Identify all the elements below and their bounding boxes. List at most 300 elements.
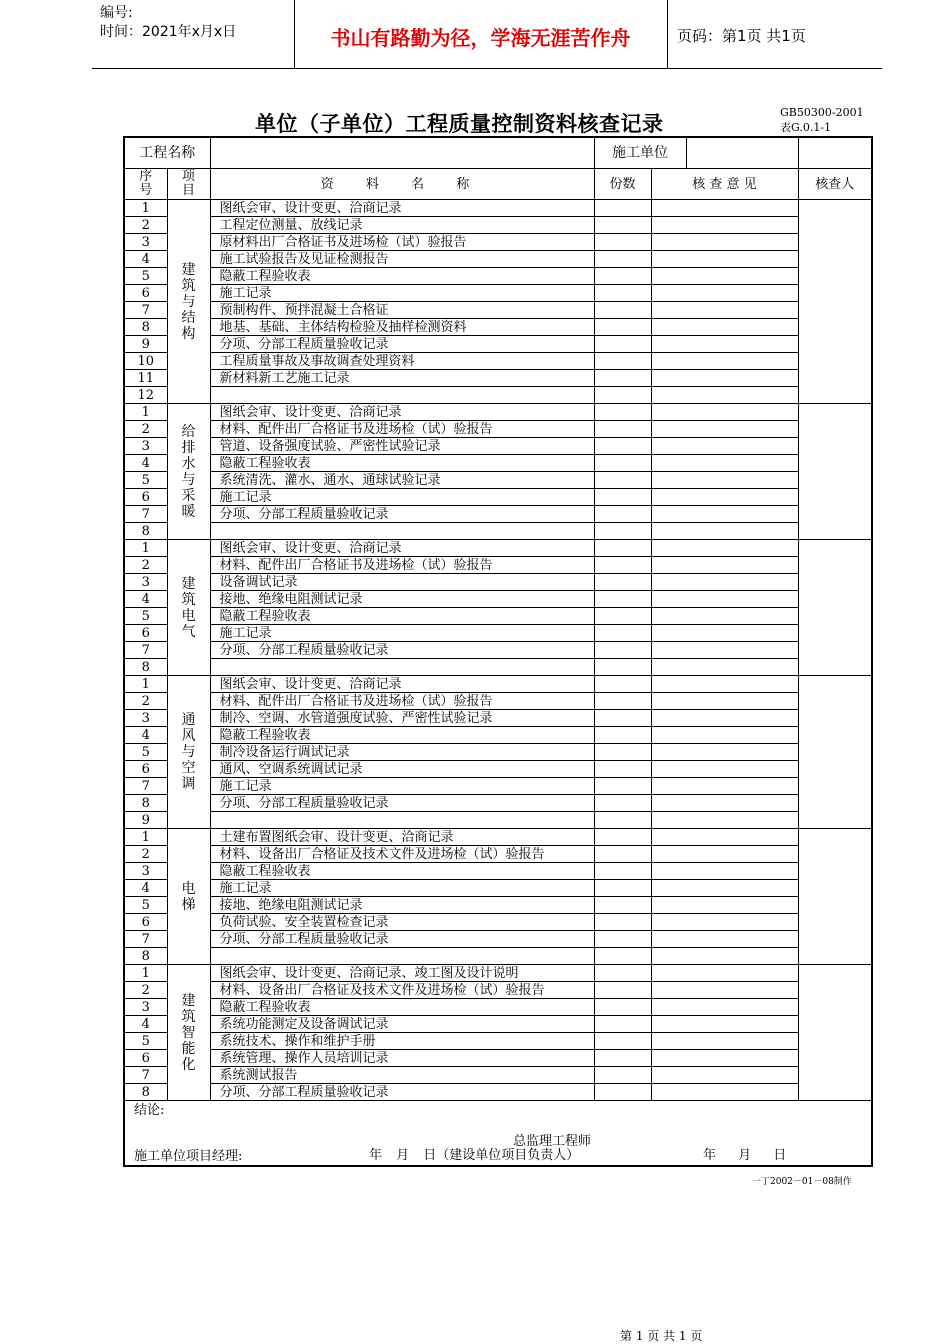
table-row: [124, 744, 872, 761]
opinion-cell[interactable]: [651, 285, 798, 302]
table-row: [124, 455, 872, 472]
material-name: 系统测试报告: [210, 1067, 594, 1084]
opinion-cell[interactable]: [651, 829, 798, 846]
table-row: [124, 438, 872, 455]
copies-cell[interactable]: [594, 455, 651, 472]
opinion-cell[interactable]: [651, 319, 798, 336]
row-number: 7: [124, 506, 167, 523]
page-header: [92, 0, 882, 69]
material-name: 分项、分部工程质量验收记录: [210, 336, 594, 353]
copies-cell[interactable]: [594, 506, 651, 523]
row-number: 8: [124, 523, 167, 540]
material-name: [210, 659, 594, 676]
row-number: 2: [124, 217, 167, 234]
checker-cell[interactable]: [798, 676, 872, 829]
material-name: [210, 948, 594, 965]
row-number: 10: [124, 353, 167, 370]
copies-cell[interactable]: [594, 200, 651, 217]
row-number: 6: [124, 761, 167, 778]
opinion-cell[interactable]: [651, 625, 798, 642]
material-name: 材料、设备出厂合格证及技术文件及进场检（试）验报告: [210, 982, 594, 999]
opinion-cell[interactable]: [651, 608, 798, 625]
copies-cell[interactable]: [594, 387, 651, 404]
row-number: 5: [124, 1033, 167, 1050]
copies-cell[interactable]: [594, 1033, 651, 1050]
material-name: 管道、设备强度试验、严密性试验记录: [210, 438, 594, 455]
table-row: [124, 251, 872, 268]
opinion-cell[interactable]: [651, 965, 798, 982]
copies-cell[interactable]: [594, 319, 651, 336]
copies-cell[interactable]: [594, 642, 651, 659]
opinion-cell[interactable]: [651, 370, 798, 387]
table-row: [124, 659, 872, 676]
material-name: 工程定位测量、放线记录: [210, 217, 594, 234]
category-text: 建筑智能化: [181, 992, 196, 1073]
material-name: 施工记录: [210, 285, 594, 302]
table-row: [124, 608, 872, 625]
row-number: 3: [124, 438, 167, 455]
row-number: 4: [124, 880, 167, 897]
material-name: 图纸会审、设计变更、洽商记录: [210, 676, 594, 693]
material-name: 工程质量事故及事故调查处理资料: [210, 353, 594, 370]
opinion-cell[interactable]: [651, 268, 798, 285]
material-name: 施工记录: [210, 489, 594, 506]
material-name: 图纸会审、设计变更、洽商记录: [210, 200, 594, 217]
copies-cell[interactable]: [594, 982, 651, 999]
construction-unit-cell: [594, 137, 798, 169]
copies-cell[interactable]: [594, 863, 651, 880]
opinion-cell[interactable]: [651, 1033, 798, 1050]
category-label: [167, 540, 210, 676]
row-number: 12: [124, 387, 167, 404]
material-name: 施工记录: [210, 880, 594, 897]
category-label: [167, 965, 210, 1101]
table-row: [124, 625, 872, 642]
copies-cell[interactable]: [594, 880, 651, 897]
opinion-cell[interactable]: [651, 251, 798, 268]
copies-cell[interactable]: [594, 591, 651, 608]
row-number: 1: [124, 200, 167, 217]
conclusion-label: 结论:: [134, 1103, 165, 1118]
row-number: 4: [124, 251, 167, 268]
material-name: 系统技术、操作和维护手册: [210, 1033, 594, 1050]
copies-cell[interactable]: [594, 846, 651, 863]
table-row: [124, 302, 872, 319]
category-label: [167, 200, 210, 404]
number-label: 编号:: [100, 5, 133, 21]
row-number: 1: [124, 540, 167, 557]
document-title: 单位（子单位）工程质量控制资料核查记录: [255, 112, 664, 136]
construction-unit-value[interactable]: [798, 137, 872, 169]
row-number: 11: [124, 370, 167, 387]
material-name: 设备调试记录: [210, 574, 594, 591]
col-seq-header: 序号: [124, 169, 167, 200]
standard-code: [780, 105, 864, 135]
copies-cell[interactable]: [594, 302, 651, 319]
copies-cell[interactable]: [594, 489, 651, 506]
date-owner: 年 月 日（建设单位项目负责人）: [369, 1148, 580, 1163]
table-row: [124, 421, 872, 438]
table-row: [124, 727, 872, 744]
row-number: 4: [124, 1016, 167, 1033]
copies-cell[interactable]: [594, 574, 651, 591]
col-copies-header: 份数: [594, 169, 651, 200]
material-name: 通风、空调系统调试记录: [210, 761, 594, 778]
row-number: 1: [124, 676, 167, 693]
table-row: [124, 693, 872, 710]
column-header-row: [124, 169, 872, 200]
category-text: 建筑与结构: [181, 261, 196, 342]
material-name: 隐蔽工程验收表: [210, 727, 594, 744]
copies-cell[interactable]: [594, 268, 651, 285]
checker-cell[interactable]: [798, 540, 872, 676]
col-checker-header: 核查人: [798, 169, 872, 200]
table-row: [124, 557, 872, 574]
copies-cell[interactable]: [594, 557, 651, 574]
category-label: [167, 829, 210, 965]
table-row: [124, 506, 872, 523]
opinion-cell[interactable]: [651, 302, 798, 319]
table-row: [124, 285, 872, 302]
opinion-cell[interactable]: [651, 472, 798, 489]
table-row: [124, 897, 872, 914]
copies-cell[interactable]: [594, 897, 651, 914]
copies-cell[interactable]: [594, 795, 651, 812]
opinion-cell[interactable]: [651, 1084, 798, 1101]
row-number: 4: [124, 591, 167, 608]
opinion-cell[interactable]: [651, 812, 798, 829]
table-row: [124, 268, 872, 285]
table-row: [124, 523, 872, 540]
table-row: [124, 353, 872, 370]
copies-cell[interactable]: [594, 761, 651, 778]
material-name: 接地、绝缘电阻测试记录: [210, 897, 594, 914]
header-left: [100, 4, 236, 42]
row-number: 6: [124, 914, 167, 931]
copies-cell[interactable]: [594, 1016, 651, 1033]
material-name: 图纸会审、设计变更、洽商记录: [210, 540, 594, 557]
opinion-cell[interactable]: [651, 744, 798, 761]
page-footer: 第 1 页 共 1 页: [620, 1329, 703, 1343]
copies-cell[interactable]: [594, 829, 651, 846]
table-row: [124, 591, 872, 608]
row-number: 5: [124, 472, 167, 489]
opinion-cell[interactable]: [651, 1050, 798, 1067]
table-row: [124, 319, 872, 336]
manager-label: 施工单位项目经理:: [134, 1149, 243, 1164]
row-number: 1: [124, 829, 167, 846]
row-number: 2: [124, 421, 167, 438]
table-row: [124, 642, 872, 659]
category-text: 电梯: [181, 880, 196, 913]
material-name: [210, 812, 594, 829]
opinion-cell[interactable]: [651, 387, 798, 404]
row-number: 7: [124, 1067, 167, 1084]
opinion-cell[interactable]: [651, 931, 798, 948]
material-name: 分项、分部工程质量验收记录: [210, 1084, 594, 1101]
row-number: 6: [124, 625, 167, 642]
table-row: [124, 489, 872, 506]
table-row: [124, 1016, 872, 1033]
supervisor-label: 总监理工程师: [513, 1134, 592, 1149]
copies-cell[interactable]: [594, 778, 651, 795]
opinion-cell[interactable]: [651, 455, 798, 472]
conclusion-row: [124, 1101, 872, 1167]
material-name: [210, 523, 594, 540]
opinion-cell[interactable]: [651, 557, 798, 574]
table-row: [124, 200, 872, 217]
row-number: 1: [124, 404, 167, 421]
row-number: 7: [124, 302, 167, 319]
table-row: [124, 778, 872, 795]
opinion-cell[interactable]: [651, 421, 798, 438]
footnote: 一丁2002－01－08制作: [752, 1177, 852, 1187]
copies-cell[interactable]: [594, 812, 651, 829]
row-number: 7: [124, 642, 167, 659]
opinion-cell[interactable]: [651, 863, 798, 880]
row-number: 8: [124, 948, 167, 965]
table-row: [124, 931, 872, 948]
table-row: [124, 1067, 872, 1084]
material-name: 隐蔽工程验收表: [210, 999, 594, 1016]
row-number: 3: [124, 999, 167, 1016]
material-name: 系统功能测定及设备调试记录: [210, 1016, 594, 1033]
opinion-cell[interactable]: [651, 659, 798, 676]
table-row: [124, 387, 872, 404]
material-name: 材料、配件出厂合格证书及进场检（试）验报告: [210, 693, 594, 710]
table-row: [124, 880, 872, 897]
opinion-cell[interactable]: [651, 336, 798, 353]
opinion-cell[interactable]: [651, 761, 798, 778]
table-row: [124, 965, 872, 982]
row-number: 8: [124, 795, 167, 812]
material-name: 制冷、空调、水管道强度试验、严密性试验记录: [210, 710, 594, 727]
material-name: 分项、分部工程质量验收记录: [210, 795, 594, 812]
copies-cell[interactable]: [594, 234, 651, 251]
opinion-cell[interactable]: [651, 795, 798, 812]
material-name: 制冷设备运行调试记录: [210, 744, 594, 761]
opinion-cell[interactable]: [651, 727, 798, 744]
standard-number: GB50300-2001: [780, 106, 864, 119]
opinion-cell[interactable]: [651, 200, 798, 217]
col-item-header: 项目: [167, 169, 210, 200]
table-row: [124, 336, 872, 353]
row-number: 2: [124, 557, 167, 574]
table-row: [124, 217, 872, 234]
row-number: 8: [124, 659, 167, 676]
copies-cell[interactable]: [594, 914, 651, 931]
checker-cell[interactable]: [798, 965, 872, 1101]
opinion-cell[interactable]: [651, 676, 798, 693]
row-number: 9: [124, 812, 167, 829]
material-name: 接地、绝缘电阻测试记录: [210, 591, 594, 608]
material-name: 分项、分部工程质量验收记录: [210, 931, 594, 948]
copies-cell[interactable]: [594, 472, 651, 489]
row-number: 8: [124, 1084, 167, 1101]
copies-cell[interactable]: [594, 727, 651, 744]
opinion-cell[interactable]: [651, 642, 798, 659]
material-name: 施工试验报告及见证检测报告: [210, 251, 594, 268]
col-opinion-header: 核 查 意 见: [651, 169, 798, 200]
opinion-cell[interactable]: [651, 217, 798, 234]
table-row: [124, 999, 872, 1016]
time-label: 时间：2021年x月x日: [100, 24, 237, 40]
row-number: 5: [124, 744, 167, 761]
opinion-cell[interactable]: [651, 880, 798, 897]
copies-cell[interactable]: [594, 370, 651, 387]
category-text: 建筑电气: [181, 575, 196, 640]
opinion-cell[interactable]: [651, 948, 798, 965]
opinion-cell[interactable]: [651, 540, 798, 557]
table-row: [124, 829, 872, 846]
row-number: 3: [124, 710, 167, 727]
table-row: [124, 863, 872, 880]
copies-cell[interactable]: [594, 625, 651, 642]
construction-unit-label: 施工单位: [595, 138, 687, 168]
material-name: 隐蔽工程验收表: [210, 455, 594, 472]
row-number: 5: [124, 268, 167, 285]
table-row: [124, 574, 872, 591]
row-number: 3: [124, 574, 167, 591]
row-number: 6: [124, 489, 167, 506]
opinion-cell[interactable]: [651, 404, 798, 421]
row-number: 6: [124, 285, 167, 302]
category-text: 给排水与采暖: [181, 423, 196, 520]
copies-cell[interactable]: [594, 948, 651, 965]
opinion-cell[interactable]: [651, 506, 798, 523]
material-name: 土建布置图纸会审、设计变更、洽商记录: [210, 829, 594, 846]
opinion-cell[interactable]: [651, 914, 798, 931]
material-name: 材料、设备出厂合格证及技术文件及进场检（试）验报告: [210, 846, 594, 863]
table-row: [124, 676, 872, 693]
project-name-value[interactable]: [210, 137, 594, 169]
copies-cell[interactable]: [594, 710, 651, 727]
copies-cell[interactable]: [594, 353, 651, 370]
row-number: 3: [124, 863, 167, 880]
checker-cell[interactable]: [798, 829, 872, 965]
table-row: [124, 710, 872, 727]
material-name: 分项、分部工程质量验收记录: [210, 506, 594, 523]
row-number: 9: [124, 336, 167, 353]
copies-cell[interactable]: [594, 336, 651, 353]
row-number: 2: [124, 693, 167, 710]
opinion-cell[interactable]: [651, 1067, 798, 1084]
table-row: [124, 982, 872, 999]
opinion-cell[interactable]: [651, 234, 798, 251]
copies-cell[interactable]: [594, 931, 651, 948]
copies-cell[interactable]: [594, 999, 651, 1016]
copies-cell[interactable]: [594, 608, 651, 625]
table-row: [124, 234, 872, 251]
opinion-cell[interactable]: [651, 591, 798, 608]
opinion-cell[interactable]: [651, 778, 798, 795]
project-row: [124, 137, 872, 169]
material-name: 隐蔽工程验收表: [210, 863, 594, 880]
copies-cell[interactable]: [594, 523, 651, 540]
copies-cell[interactable]: [594, 421, 651, 438]
copies-cell[interactable]: [594, 285, 651, 302]
copies-cell[interactable]: [594, 1067, 651, 1084]
table-row: [124, 812, 872, 829]
opinion-cell[interactable]: [651, 982, 798, 999]
material-name: [210, 387, 594, 404]
project-name-label: 工程名称: [124, 137, 210, 169]
opinion-cell[interactable]: [651, 1016, 798, 1033]
copies-cell[interactable]: [594, 1050, 651, 1067]
table-row: [124, 1050, 872, 1067]
category-text: 通风与空调: [181, 712, 196, 792]
table-row: [124, 370, 872, 387]
header-page-info: 页码：第1页 共1页: [677, 27, 806, 45]
opinion-cell[interactable]: [651, 897, 798, 914]
opinion-cell[interactable]: [651, 574, 798, 591]
row-number: 4: [124, 455, 167, 472]
material-name: 分项、分部工程质量验收记录: [210, 642, 594, 659]
copies-cell[interactable]: [594, 251, 651, 268]
material-name: 材料、配件出厂合格证书及进场检（试）验报告: [210, 421, 594, 438]
material-name: 负荷试验、安全装置检查记录: [210, 914, 594, 931]
header-divider: [667, 0, 668, 68]
checker-cell[interactable]: [798, 404, 872, 540]
table-row: [124, 846, 872, 863]
conclusion-cell: [124, 1101, 872, 1167]
row-number: 4: [124, 727, 167, 744]
row-number: 3: [124, 234, 167, 251]
material-name: 图纸会审、设计变更、洽商记录: [210, 404, 594, 421]
material-name: 系统清洗、灌水、通水、通球试验记录: [210, 472, 594, 489]
copies-cell[interactable]: [594, 965, 651, 982]
header-motto: 书山有路勤为径，学海无涯苦作舟: [330, 26, 631, 50]
opinion-cell[interactable]: [651, 523, 798, 540]
copies-cell[interactable]: [594, 217, 651, 234]
copies-cell[interactable]: [594, 1084, 651, 1101]
row-number: 7: [124, 778, 167, 795]
table-row: [124, 914, 872, 931]
copies-cell[interactable]: [594, 659, 651, 676]
copies-cell[interactable]: [594, 693, 651, 710]
copies-cell[interactable]: [594, 744, 651, 761]
copies-cell[interactable]: [594, 676, 651, 693]
date-supervisor: 年 月 日: [703, 1148, 787, 1163]
opinion-cell[interactable]: [651, 846, 798, 863]
opinion-cell[interactable]: [651, 693, 798, 710]
table-row: [124, 404, 872, 421]
quality-control-table: [123, 136, 873, 1167]
row-number: 8: [124, 319, 167, 336]
row-number: 1: [124, 965, 167, 982]
table-row: [124, 795, 872, 812]
opinion-cell[interactable]: [651, 489, 798, 506]
copies-cell[interactable]: [594, 438, 651, 455]
copies-cell[interactable]: [594, 404, 651, 421]
form-number: 表G.0.1-1: [780, 121, 832, 134]
opinion-cell[interactable]: [651, 999, 798, 1016]
row-number: 5: [124, 608, 167, 625]
row-number: 7: [124, 931, 167, 948]
material-name: 原材料出厂合格证书及进场检（试）验报告: [210, 234, 594, 251]
material-name: 新材料新工艺施工记录: [210, 370, 594, 387]
opinion-cell[interactable]: [651, 353, 798, 370]
copies-cell[interactable]: [594, 540, 651, 557]
col-material-header: 资 料 名 称: [210, 169, 594, 200]
material-name: 地基、基础、主体结构检验及抽样检测资料: [210, 319, 594, 336]
table-row: [124, 540, 872, 557]
checker-cell[interactable]: [798, 200, 872, 404]
row-number: 6: [124, 1050, 167, 1067]
table-row: [124, 948, 872, 965]
opinion-cell[interactable]: [651, 438, 798, 455]
opinion-cell[interactable]: [651, 710, 798, 727]
